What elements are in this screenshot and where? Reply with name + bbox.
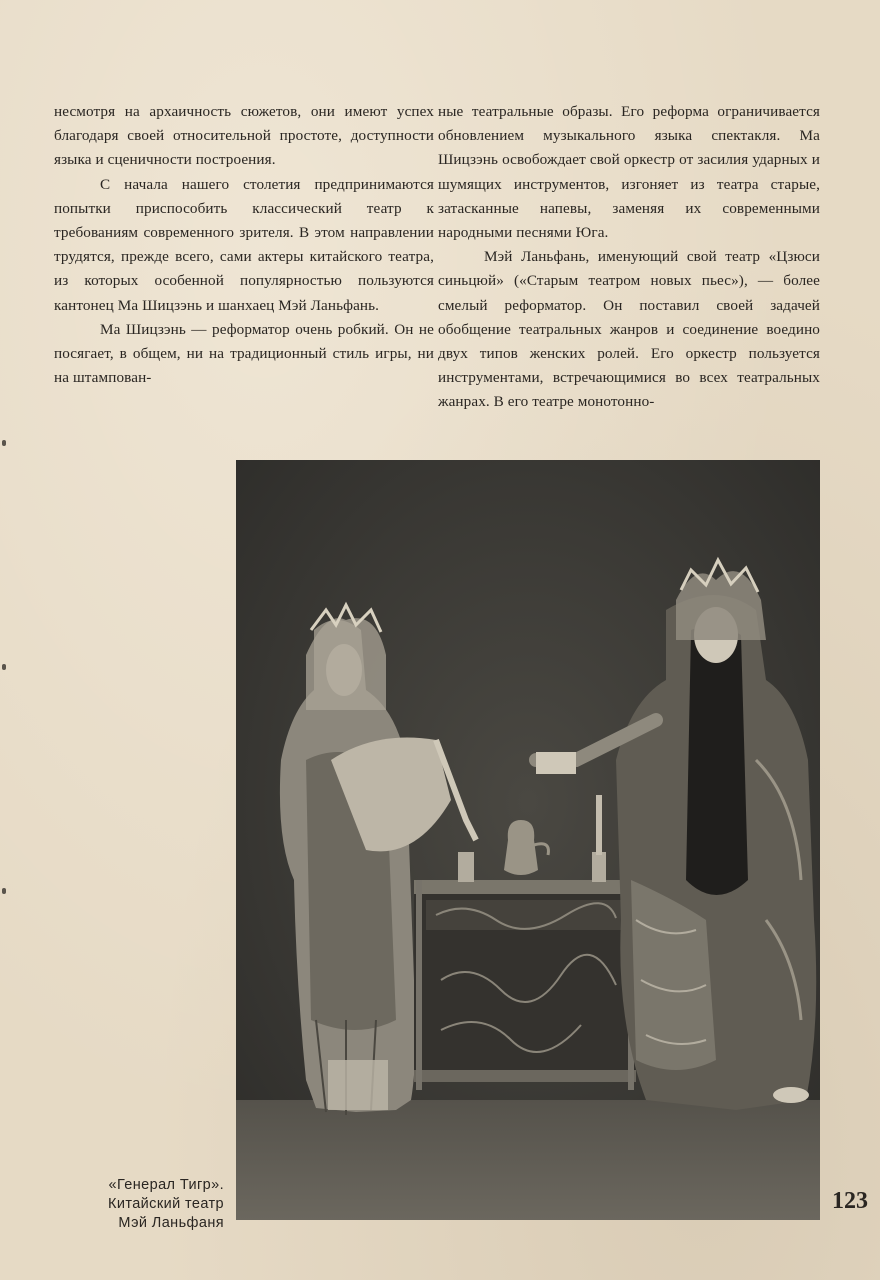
page-edge-mark — [2, 888, 6, 894]
caption-line: Китайский театр — [107, 1196, 224, 1212]
right-text-column — [438, 100, 820, 415]
paragraph: ные театральные образы. Его реформа ограничивается обновлением музыкального языка спектакля. Ма Шицзэнь освобождает свой оркестр от засилия ударных и шумящих инструментов, изгоняет из театра старые, затасканные напевы, заменяя их современными народными песнями Юга. — [438, 103, 820, 242]
page-edge-mark — [2, 440, 6, 446]
page-edge-mark — [2, 664, 6, 670]
caption-line: «Генерал Тигр». — [108, 1177, 224, 1193]
paragraph: Ма Шицзэнь — реформатор очень робкий. Он не посягает, в общем, ни на традиционный стиль игры, ни на штампован- — [54, 320, 434, 387]
theatre-photograph — [236, 460, 820, 1220]
paragraph: несмотря на архаичность сюжетов, они имеют успех благодаря своей относительной простоте, доступности языка и сценичности построения. — [54, 103, 434, 169]
left-text-column — [54, 100, 434, 390]
paragraph: С начала нашего столетия предпринимаются попытки приспособить классический театр к требованиям современного зрителя. В этом направлении трудятся, прежде всего, сами актеры китайского театра, из которых особенной популярностью пользуются кантонец Ма Шицзэнь и шанхаец Мэй Ланьфань. — [54, 175, 434, 314]
page-number: 123 — [832, 1188, 868, 1214]
paragraph: Мэй Ланьфань, именующий свой театр «Цзюси синьцюй» («Старым театром новых пьес»), — более смелый реформатор. Он поставил своей задачей обобщение театральных жанров и соединение воедино двух типов женских ролей. Его оркестр пользуется инструментами, встречающимися во всех театральных жанрах. В его театре монотонно- — [438, 248, 820, 411]
caption-line: Мэй Ланьфаня — [118, 1215, 224, 1231]
photo-caption — [40, 1176, 224, 1233]
